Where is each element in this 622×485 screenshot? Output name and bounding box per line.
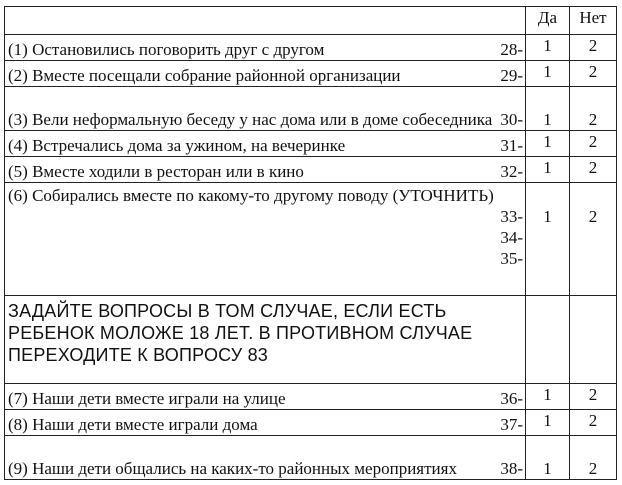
question-row-3 [5, 86, 617, 130]
question-code: 28- [500, 39, 523, 59]
question-code: 33- 34- 35- [500, 206, 523, 268]
header-yes: Да [526, 7, 570, 35]
question-text: (9) Наши дети общались на каких-то районных мероприятиях [8, 459, 457, 478]
question-code: 31- [500, 135, 523, 155]
answer-no[interactable]: 2 [570, 409, 617, 435]
header-blank-cell [5, 7, 526, 35]
answer-yes[interactable]: 1 [526, 130, 570, 156]
answer-no[interactable]: 2 [570, 60, 617, 86]
answer-yes[interactable]: 1 [526, 34, 570, 60]
question-row-5 [5, 156, 617, 182]
question-row-2 [5, 60, 617, 86]
instruction-row [5, 296, 617, 384]
answer-yes[interactable]: 1 [526, 435, 570, 479]
question-text: (6) Собирались вместе по какому-то другому поводу (УТОЧНИТЬ) [8, 185, 494, 205]
answer-yes[interactable]: 1 [526, 86, 570, 130]
instruction-no-blank [570, 296, 617, 384]
answer-no[interactable]: 2 [570, 383, 617, 409]
question-code: 30- [500, 109, 523, 129]
answer-yes[interactable]: 1 [526, 60, 570, 86]
header-row [5, 7, 617, 35]
answer-yes[interactable]: 1 [526, 409, 570, 435]
question-code: 29- [500, 65, 523, 85]
answer-no[interactable]: 2 [570, 156, 617, 182]
question-text: (3) Вели неформальную беседу у нас дома или в доме собеседника [8, 109, 493, 129]
answer-no[interactable]: 2 [570, 182, 617, 296]
question-text: (7) Наши дети вместе играли на улице [8, 388, 286, 408]
question-text: (4) Встречались дома за ужином, на вечеринке [8, 135, 346, 155]
instruction-text: ЗАДАЙТЕ ВОПРОСЫ В ТОМ СЛУЧАЕ, ЕСЛИ ЕСТЬ РЕБЕНОК МОЛОЖЕ 18 ЛЕТ. В ПРОТИВНОМ СЛУЧАЕ ПЕРЕХОДИТЕ К ВОПРОСУ 83 [8, 301, 473, 366]
question-row-7 [5, 383, 617, 409]
question-code: 32- [500, 161, 523, 181]
instruction-yes-blank [526, 296, 570, 384]
questionnaire-table [4, 6, 617, 480]
question-text: (8) Наши дети вместе играли дома [8, 414, 258, 434]
question-text: (1) Остановились поговорить друг с другом [8, 39, 325, 59]
question-text: (5) Вместе ходили в ресторан или в кино [8, 161, 304, 181]
question-row-9 [5, 435, 617, 479]
answer-no[interactable]: 2 [570, 130, 617, 156]
question-row-1 [5, 34, 617, 60]
answer-yes[interactable]: 1 [526, 156, 570, 182]
answer-yes[interactable]: 1 [526, 383, 570, 409]
question-text: (2) Вместе посещали собрание районной организации [8, 65, 401, 85]
question-row-6 [5, 182, 617, 296]
answer-no[interactable]: 2 [570, 435, 617, 479]
question-row-4 [5, 130, 617, 156]
header-no: Нет [570, 7, 617, 35]
question-code: 37- [500, 414, 523, 434]
answer-no[interactable]: 2 [570, 34, 617, 60]
answer-no[interactable]: 2 [570, 86, 617, 130]
question-row-8 [5, 409, 617, 435]
question-code: 38- [500, 459, 523, 478]
answer-yes[interactable]: 1 [526, 182, 570, 296]
question-code: 36- [500, 388, 523, 408]
